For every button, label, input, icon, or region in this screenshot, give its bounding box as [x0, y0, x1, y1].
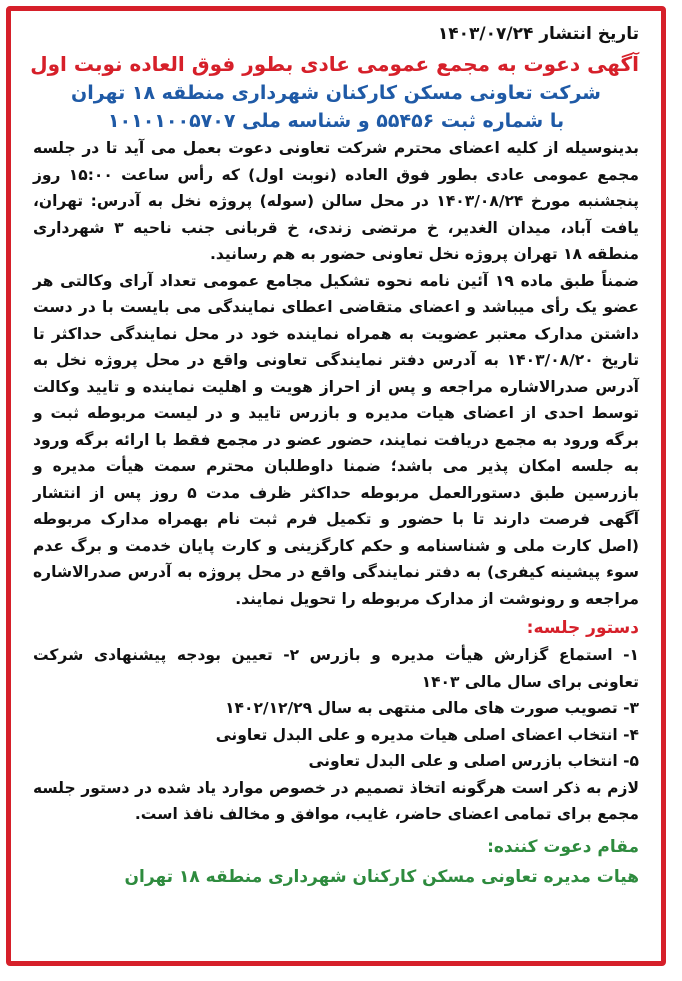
agenda-title: دستور جلسه: [526, 618, 639, 638]
closing-note: لازم به ذکر است هرگونه اتخاذ تصمیم در خصوص موارد یاد شده در دستور جلسه مجمع برای تمامی اعضای حاضر، غایب، موافق و مخالف نافذ است. [33, 778, 639, 823]
proxy-rules-paragraph: ضمناً طبق ماده ۱۹ آئین نامه نحوه تشکیل مجامع عمومی تعداد آرای وکالتی هر عضو یک رأی میباشد و اعضای متقاضی اعطای نمایندگی می بایست با در دست داشتن مدارک معتبر عضویت به همراه نماینده خود در محل نمایندگی حداکثر تا تاریخ ۱۴۰۳/۰۸/۲۰ به آدرس دفتر نمایندگی تعاونی واقع در محل پروژه نخل به آدرس صدرالاشاره مراجعه و پس از احراز هویت و اهلیت نماینده و تایید وکالت توسط احدی از اعضای هیات مدیره و بازرس تایید و در لیست مربوطه ثبت و برگه ورود به مجمع دریافت نمایند، حضور عضو در مجمع فقط با ارائه برگه ورود به جلسه امکان پذیر می باشد؛ ضمنا داوطلبان محترم سمت هیأت مدیره و بازرسین طبق دستورالعمل مربوطه حداکثر ظرف مدت ۵ روز پس از انتشار آگهی فرصت دارند تا با حضور و تکمیل فرم ثبت نام بهمراه مدارک مربوطه (اصل کارت ملی و شناسنامه و حکم کارگزینی و کارت پایان خدمت و برگ عدم سوء پیشینه کیفری) به دفتر نمایندگی واقع در محل پروژه به آدرس صدرالاشاره مراجعه و رونوشت از مدارک مربوطه را تحویل نمایند. [33, 271, 640, 608]
agenda-item: ۴- انتخاب اعضای اصلی هیات مدیره و علی البدل تعاونی [215, 725, 639, 744]
company-name: شرکت تعاونی مسکن کارکنان شهرداری منطقه ۱۸ تهران [71, 82, 601, 104]
inviter-name: هیات مدیره تعاونی مسکن کارکنان شهرداری منطقه ۱۸ تهران [124, 866, 639, 887]
announcement-heading: آگهی دعوت به مجمع عمومی عادی بطور فوق العاده نوبت اول [30, 52, 639, 76]
inviter-label: مقام دعوت کننده: [487, 836, 639, 857]
announcement-frame [6, 6, 666, 966]
agenda-item: ۳- تصویب صورت های مالی منتهی به سال ۱۴۰۲/۱۲/۲۹ [225, 699, 639, 717]
registration-info: با شماره ثبت ۵۵۴۵۶ و شناسه ملی ۱۰۱۰۱۰۰۵۷۰۷ [107, 110, 565, 132]
invitation-paragraph: بدینوسیله از کلیه اعضای محترم شرکت تعاونی دعوت بعمل می آید تا در جلسه مجمع عمومی عادی بطور فوق العاده (نوبت اول) که رأس ساعت ۱۵:۰۰ روز پنجشنبه مورخ ۱۴۰۳/۰۸/۲۴ در محل سالن (سوله) پروژه نخل به آدرس: تهران، یافت آباد، میدان الغدیر، خ مرتضی زندی، خ قربانی جنب ناحیه ۳ شهرداری منطقه ۱۸ تهران پروژه نخل تعاونی حضور به هم رسانید. [33, 139, 639, 263]
agenda-item: ۱- استماع گزارش هیأت مدیره و بازرس ۲- تعیین بودجه پیشنهادی شرکت تعاونی برای سال مالی ۱۴۰۳ [33, 646, 639, 691]
agenda-list [33, 642, 639, 775]
publish-date: تاریخ انتشار ۱۴۰۳/۰۷/۲۴ [437, 24, 639, 44]
agenda-item: ۵- انتخاب بازرس اصلی و علی البدل تعاونی [308, 752, 639, 770]
